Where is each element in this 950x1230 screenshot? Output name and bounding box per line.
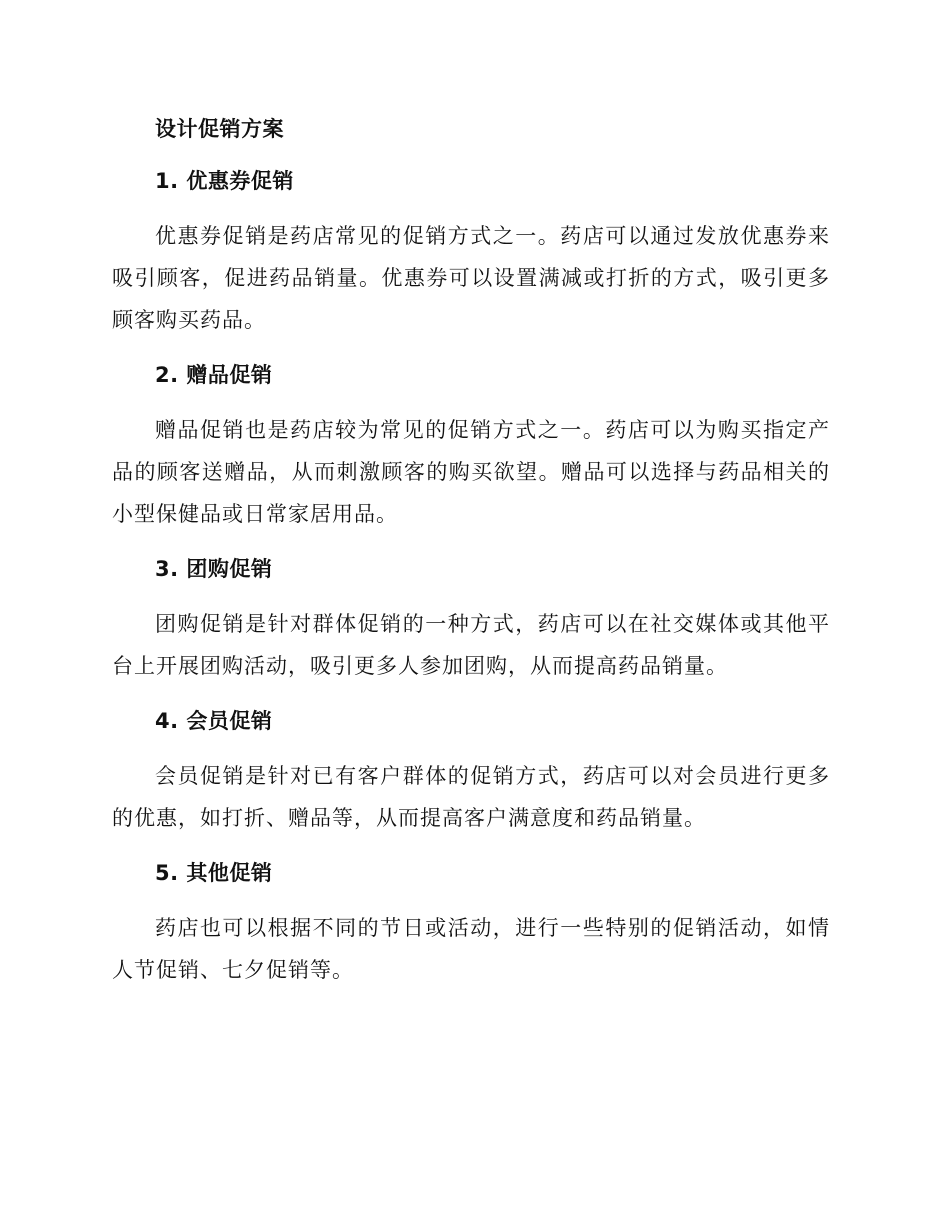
document-title: 设计促销方案 [155, 117, 284, 141]
section-body-other: 药店也可以根据不同的节日或活动，进行一些特别的促销活动，如情人节促销、七夕促销等。 [112, 916, 830, 982]
section-heading-gift: 2. 赠品促销 [155, 363, 273, 387]
section-heading-group-buy: 3. 团购促销 [155, 557, 273, 581]
section-heading-other: 5. 其他促销 [155, 861, 273, 885]
section-heading-member: 4. 会员促销 [155, 709, 273, 733]
section-body-gift: 赠品促销也是药店较为常见的促销方式之一。药店可以为购买指定产品的顾客送赠品，从而刺激顾客的购买欲望。赠品可以选择与药品相关的小型保健品或日常家居用品。 [112, 418, 830, 526]
section-heading-coupon: 1. 优惠券促销 [155, 169, 294, 193]
section-body-coupon: 优惠券促销是药店常见的促销方式之一。药店可以通过发放优惠券来吸引顾客，促进药品销量。优惠券可以设置满减或打折的方式，吸引更多顾客购买药品。 [112, 224, 830, 332]
section-body-group-buy: 团购促销是针对群体促销的一种方式，药店可以在社交媒体或其他平台上开展团购活动，吸引更多人参加团购，从而提高药品销量。 [112, 612, 830, 678]
section-body-member: 会员促销是针对已有客户群体的促销方式，药店可以对会员进行更多的优惠，如打折、赠品等，从而提高客户满意度和药品销量。 [112, 764, 830, 830]
